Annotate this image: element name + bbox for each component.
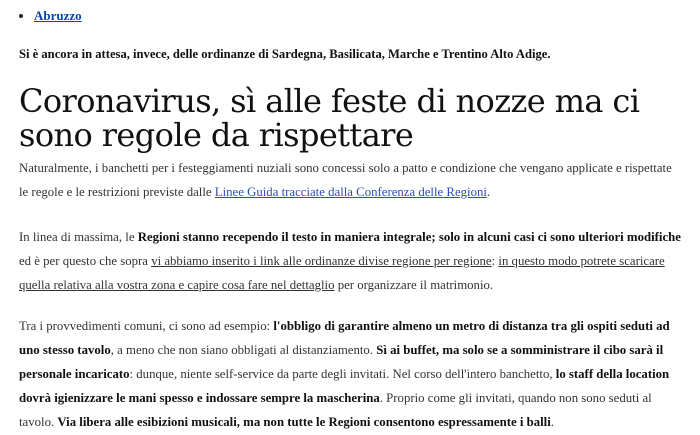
waiting-note: Si è ancora in attesa, invece, delle ordinanze di Sardegna, Basilicata, Marche e Trentino Alto Adige. <box>19 47 551 61</box>
paragraph-text: per organizzare il matrimonio. <box>334 278 494 292</box>
bold-text: lo staff della location dovrà igienizzare le mani spesso e indossare sempre la mascherina <box>19 367 670 405</box>
paragraph-text: , a meno che non siano obbligati al distanziamento. <box>110 343 377 357</box>
paragraph-text: . <box>550 415 554 429</box>
paragraph-text: Naturalmente, i banchetti per i festeggiamenti nuziali sono concessi solo a patto e condizione che vengano applicate e rispettate le regole e le restrizioni previste dalle <box>19 161 672 199</box>
download-ordinance-link[interactable]: in questo modo potrete scaricare quella relativa alla vostra zona e capire cosa fare nel dettaglio <box>19 254 665 292</box>
paragraph-text: : dunque, niente self-service da parte degli invitati. Nel corso dell'intero banchetto, <box>129 367 556 381</box>
bold-text: Sì ai buffet, ma solo se a somministrare il cibo sarà il personale incaricato <box>19 343 664 381</box>
paragraph-intro <box>19 156 683 204</box>
guidelines-link[interactable]: Linee Guida tracciate dalla Conferenza delle Regioni <box>214 185 487 199</box>
bold-text: l'obbligo di garantire almeno un metro di distanza tra gli ospiti seduti ad uno stesso tavolo <box>19 319 670 357</box>
paragraph-text: In linea di massima, le <box>19 230 138 244</box>
list-item <box>34 7 82 25</box>
paragraph-measures <box>19 314 683 434</box>
paragraph-text: . <box>486 185 491 199</box>
bold-text: Via libera alle esibizioni musicali, ma non tutte le Regioni consentono espressamente i balli <box>57 415 551 429</box>
paragraph-text: Tra i provvedimenti comuni, ci sono ad esempio: <box>19 319 274 333</box>
paragraph-text: . Proprio come gli invitati, quando non sono seduti al tavolo. <box>19 391 652 429</box>
ordinances-link[interactable]: vi abbiamo inserito i link alle ordinanze divise regione per regione <box>151 254 492 268</box>
paragraph-regions <box>19 225 683 297</box>
paragraph-text: : <box>491 254 499 268</box>
paragraph-text: ed è per questo che sopra <box>19 254 152 268</box>
region-link-abruzzo[interactable]: Abruzzo <box>34 8 82 23</box>
article-title: Coronavirus, sì alle feste di nozze ma ci sono regole da rispettare <box>19 82 640 154</box>
regions-list <box>19 7 82 25</box>
bold-text: Regioni stanno recependo il testo in maniera integrale; solo in alcuni casi ci sono ulteriori modifiche <box>137 230 681 244</box>
